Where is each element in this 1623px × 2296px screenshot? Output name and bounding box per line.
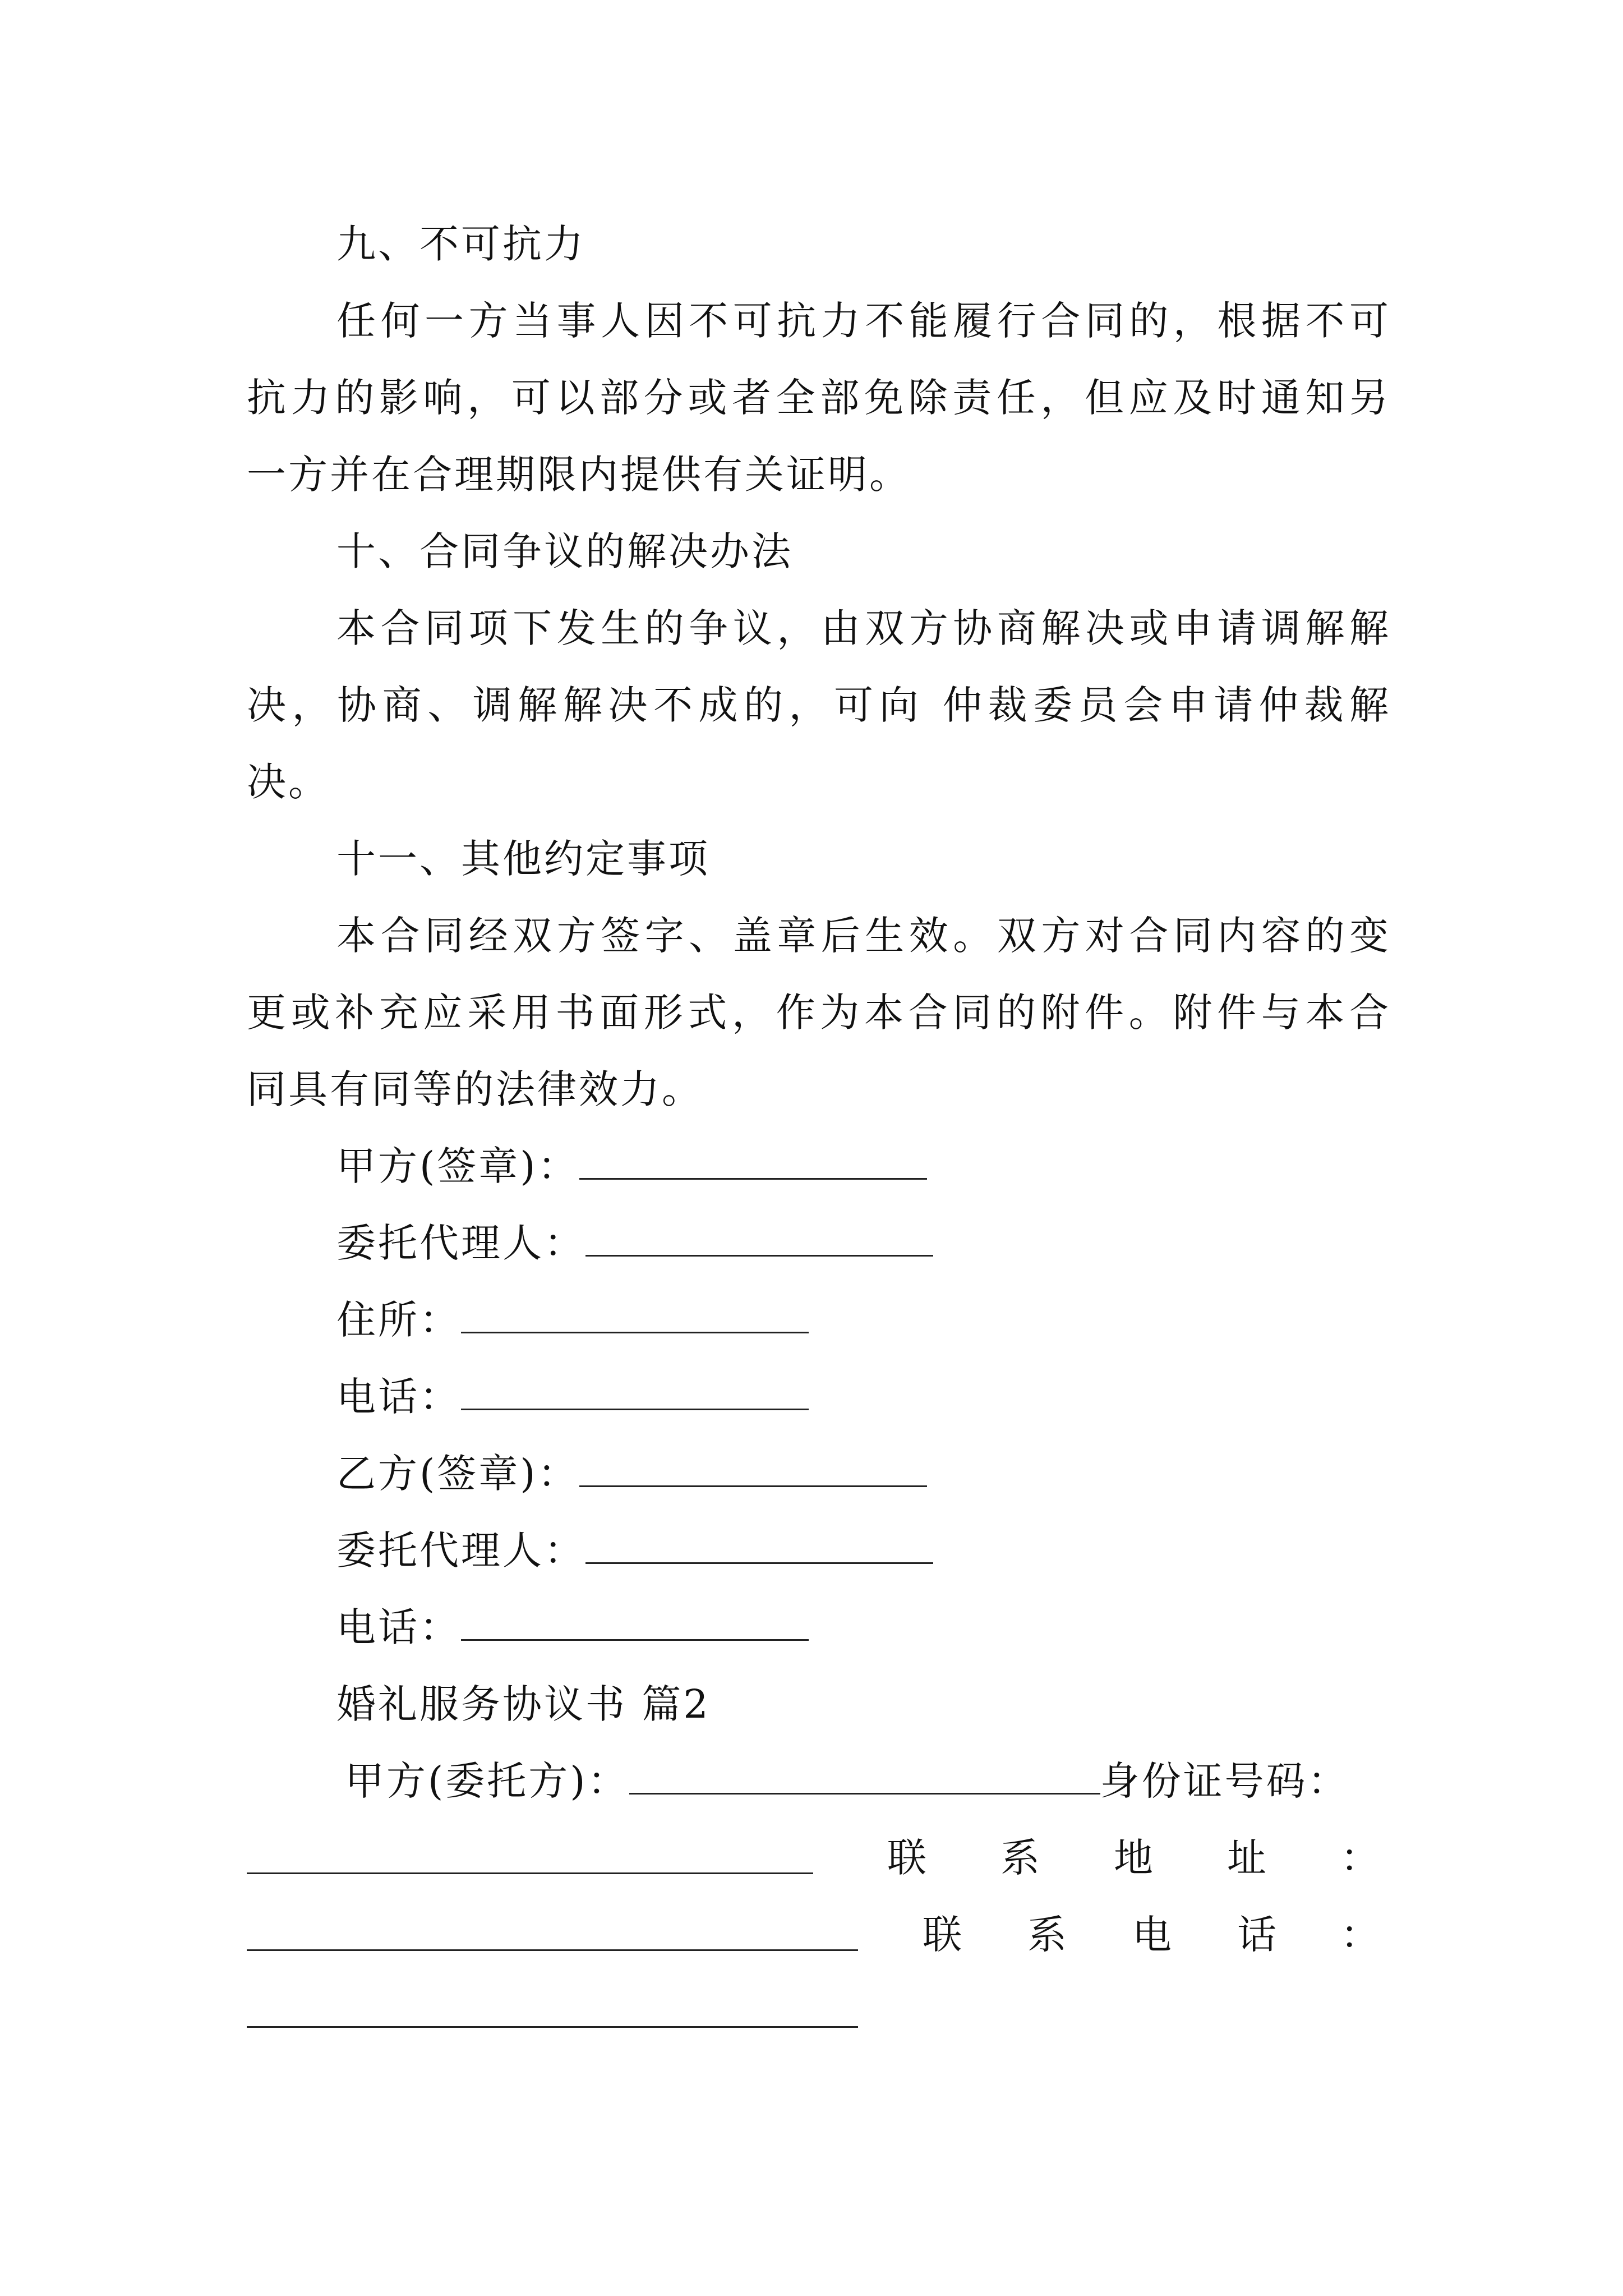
phone-label-char-5: ： (1340, 1912, 1380, 1958)
section9-line-2: 抗力的影响，可以部分或者全部免除责任，但应及时通知另 (247, 375, 1391, 421)
phone-b-row (336, 1599, 1391, 1655)
party-b-row (336, 1446, 1391, 1502)
section10-line-3: 决。 (247, 759, 330, 805)
section11-line-2: 更或补充应采用书面形式，作为本合同的附件。附件与本合 (247, 990, 1391, 1036)
phone-b-label: 电话： (336, 1604, 461, 1650)
address-label-char-4: 址 (1227, 1835, 1266, 1881)
phone-label-char-3: 电 (1132, 1912, 1172, 1958)
section10-line-2: 决，协商、调解解决不成的，可向 仲裁委员会申请仲裁解 (247, 682, 1391, 728)
phone-blank[interactable] (247, 2026, 858, 2028)
phone-a-row (336, 1369, 1391, 1425)
address-label-char-2: 系 (1000, 1835, 1040, 1881)
phone-a-blank[interactable] (461, 1374, 809, 1410)
client-blank[interactable] (629, 1758, 1100, 1795)
agent-a-row (336, 1215, 1391, 1271)
address-label-char-3: 地 (1114, 1835, 1153, 1881)
section11-line-1: 本合同经双方签字、盖章后生效。双方对合同内容的变 (336, 913, 1391, 959)
party-a-blank[interactable] (579, 1143, 927, 1180)
section9-line-1: 任何一方当事人因不可抗力不能履行合同的，根据不可 (336, 298, 1391, 344)
address-a-blank[interactable] (461, 1297, 809, 1333)
phone-label-char-4: 话 (1237, 1912, 1276, 1958)
agent-b-row (336, 1522, 1391, 1579)
client-row (345, 1753, 1399, 1809)
agent-a-label: 委托代理人： (336, 1220, 585, 1266)
agent-a-blank[interactable] (585, 1220, 933, 1257)
id-label: 身份证号码： (1100, 1758, 1349, 1804)
agent-b-label: 委托代理人： (336, 1527, 585, 1573)
party-a-label: 甲方(签章)： (336, 1143, 579, 1189)
section9-heading: 九、不可抗力 (336, 221, 585, 267)
address-blank[interactable] (247, 1949, 858, 1951)
phone-label-char-2: 系 (1027, 1912, 1067, 1958)
section11-heading: 十一、其他约定事项 (336, 836, 710, 882)
party-b-label: 乙方(签章)： (336, 1451, 579, 1497)
address-label-char-5: ： (1340, 1835, 1380, 1881)
section10-line-1: 本合同项下发生的争议，由双方协商解决或申请调解解 (336, 605, 1391, 651)
section11-line-3: 同具有同等的法律效力。 (247, 1066, 703, 1112)
party-b-blank[interactable] (579, 1451, 927, 1487)
section10-heading: 十、合同争议的解决办法 (336, 528, 793, 574)
address-a-row (336, 1292, 1391, 1348)
address-a-label: 住所： (336, 1297, 461, 1343)
phone-a-label: 电话： (336, 1374, 461, 1420)
section9-line-3: 一方并在合理期限内提供有关证明。 (247, 452, 911, 498)
agent-b-blank[interactable] (585, 1527, 933, 1564)
client-label: 甲方(委托方)： (345, 1758, 629, 1804)
phone-b-blank[interactable] (461, 1604, 809, 1641)
party-a-row (336, 1138, 1391, 1194)
id-number-blank[interactable] (247, 1872, 813, 1874)
agreement2-title: 婚礼服务协议书 篇2 (336, 1681, 711, 1727)
address-label-char-1: 联 (887, 1835, 926, 1881)
phone-label-char-1: 联 (923, 1912, 962, 1958)
